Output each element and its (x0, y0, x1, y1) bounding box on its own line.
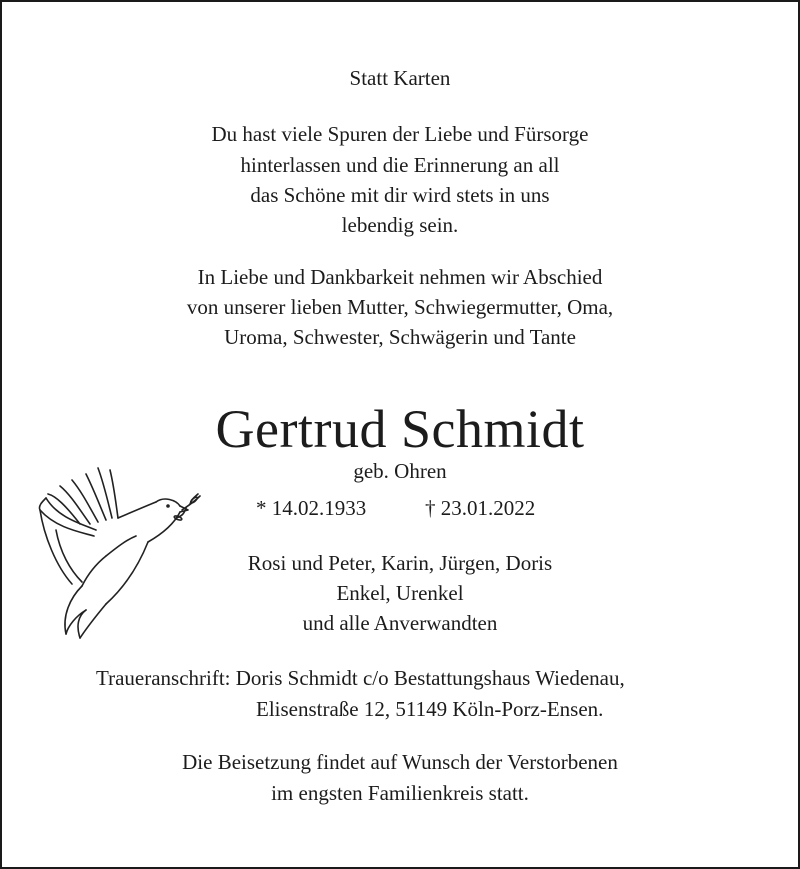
poem-line-1: Du hast viele Spuren der Liebe und Fürsorge (211, 122, 589, 146)
funeral-note-line-1: Die Beisetzung findet auf Wunsch der Verstorbenen (182, 750, 618, 774)
maiden-name: geb. Ohren (353, 459, 447, 483)
address-line-2: Elisenstraße 12, 51149 Köln-Porz-Ensen. (256, 697, 604, 721)
statt-karten-text: Statt Karten (349, 66, 451, 90)
farewell-line-3: Uroma, Schwester, Schwägerin und Tante (224, 325, 576, 349)
mourners-line-3: und alle Anverwandten (302, 611, 498, 635)
address-line-1: Traueranschrift: Doris Schmidt c/o Bestattungshaus Wiedenau, (96, 666, 625, 690)
farewell-line-2: von unserer lieben Mutter, Schwiegermutter, Oma, (186, 295, 614, 319)
poem-line-2: hinterlassen und die Erinnerung an all (240, 153, 560, 177)
poem-line-4: lebendig sein. (341, 213, 459, 237)
death-date: † 23.01.2022 (425, 496, 536, 520)
birth-date: * 14.02.1933 (256, 496, 367, 520)
deceased-name: Gertrud Schmidt (215, 399, 585, 459)
funeral-note-line-2: im engsten Familienkreis statt. (271, 781, 529, 805)
farewell-line-1: In Liebe und Dankbarkeit nehmen wir Abschied (197, 265, 603, 289)
mourners-line-2: Enkel, Urenkel (336, 581, 464, 605)
poem-line-3: das Schöne mit dir wird stets in uns (250, 183, 550, 207)
mourners-line-1: Rosi und Peter, Karin, Jürgen, Doris (247, 551, 553, 575)
